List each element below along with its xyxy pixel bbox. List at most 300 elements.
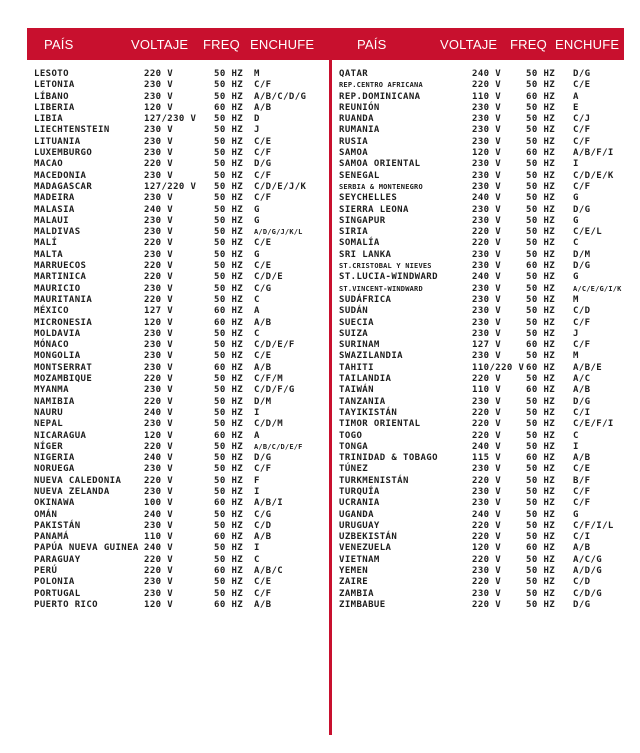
country-cell: SUDÁFRICA xyxy=(339,294,392,305)
country-cell: MADEIRA xyxy=(34,193,75,204)
country-cell: MOLDAVIA xyxy=(34,328,81,339)
plug-cell: C/G xyxy=(254,509,272,520)
frequency-cell: 50 HZ xyxy=(214,520,244,531)
plug-cell: A/B/C/D/G xyxy=(254,91,307,102)
country-cell: MARTINICA xyxy=(34,272,87,283)
voltage-cell: 230 V xyxy=(472,464,502,475)
frequency-cell: 50 HZ xyxy=(214,407,244,418)
voltage-cell: 220 V xyxy=(472,430,502,441)
header-freq-right: FREQ xyxy=(510,37,547,52)
plug-cell: G xyxy=(573,215,579,226)
voltage-cell: 230 V xyxy=(472,170,502,181)
table-row xyxy=(34,453,324,464)
country-cell: REUNIÓN xyxy=(339,102,380,113)
voltage-cell: 240 V xyxy=(472,193,502,204)
voltage-cell: 220 V xyxy=(144,159,174,170)
country-cell: URUGUAY xyxy=(339,520,380,531)
voltage-cell: 230 V xyxy=(472,566,502,577)
country-cell: ZIMBABUE xyxy=(339,599,386,610)
table-row xyxy=(339,374,624,385)
voltage-cell: 220 V xyxy=(472,520,502,531)
header-voltage-right: VOLTAJE xyxy=(440,37,498,52)
plug-cell: A/C xyxy=(573,374,591,385)
table-row xyxy=(34,148,324,159)
plug-cell: I xyxy=(254,486,260,497)
plug-cell: C/I xyxy=(573,532,591,543)
frequency-cell: 50 HZ xyxy=(214,328,244,339)
country-cell: LITUANIA xyxy=(34,136,81,147)
frequency-cell: 50 HZ xyxy=(526,351,556,362)
voltage-cell: 240 V xyxy=(144,543,174,554)
plug-cell: A/B/F/I xyxy=(573,148,614,159)
voltage-cell: 230 V xyxy=(144,588,174,599)
table-row xyxy=(34,205,324,216)
frequency-cell: 60 HZ xyxy=(214,362,244,373)
header-freq-left: FREQ xyxy=(203,37,240,52)
plug-cell: A/B/E xyxy=(573,362,603,373)
country-cell: MACAO xyxy=(34,159,64,170)
frequency-cell: 50 HZ xyxy=(214,453,244,464)
country-cell: SUDÁN xyxy=(339,306,369,317)
frequency-cell: 50 HZ xyxy=(214,441,244,452)
header-country-left: PAÍS xyxy=(44,37,74,52)
plug-cell: I xyxy=(254,543,260,554)
voltage-cell: 230 V xyxy=(144,125,174,136)
plug-cell: A/B/C xyxy=(254,566,284,577)
table-row xyxy=(339,397,624,408)
table-row xyxy=(339,408,624,419)
plug-cell: A/B xyxy=(573,543,591,554)
frequency-cell: 50 HZ xyxy=(214,261,244,272)
country-cell: MALASIA xyxy=(34,204,75,215)
frequency-cell: 50 HZ xyxy=(214,419,244,430)
voltage-cell: 230 V xyxy=(472,114,502,125)
country-cell: SUIZA xyxy=(339,328,369,339)
plug-cell: C/E xyxy=(254,238,272,249)
table-row xyxy=(339,532,624,543)
voltage-cell: 240 V xyxy=(144,407,174,418)
table-row xyxy=(34,408,324,419)
plug-cell: C/E xyxy=(254,351,272,362)
voltage-cell: 120 V xyxy=(144,430,174,441)
plug-cell: D/G xyxy=(254,159,272,170)
plug-cell: D xyxy=(254,114,260,125)
table-row xyxy=(34,385,324,396)
frequency-cell: 50 HZ xyxy=(526,509,556,520)
plug-cell: D/M xyxy=(254,396,272,407)
voltage-cell: 220 V xyxy=(472,577,502,588)
country-cell: LÍBANO xyxy=(34,91,69,102)
country-cell: ZAIRE xyxy=(339,577,369,588)
frequency-cell: 50 HZ xyxy=(214,396,244,407)
plug-cell: C/E/F/I xyxy=(573,419,614,430)
country-cell: MACEDONIA xyxy=(34,170,87,181)
voltage-cell: 230 V xyxy=(472,249,502,260)
voltage-cell: 230 V xyxy=(144,283,174,294)
plug-cell: C/F/M xyxy=(254,374,284,385)
frequency-cell: 50 HZ xyxy=(526,249,556,260)
table-row xyxy=(34,543,324,554)
plug-cell: A/C/E/G/I/K xyxy=(573,284,622,293)
frequency-cell: 60 HZ xyxy=(214,317,244,328)
country-cell: ZAMBIA xyxy=(339,588,374,599)
table-row xyxy=(34,340,324,351)
voltage-cell: 230 V xyxy=(144,215,174,226)
country-cell: SENEGAL xyxy=(339,170,380,181)
country-cell: SUECIA xyxy=(339,317,374,328)
voltage-cell: 230 V xyxy=(144,91,174,102)
voltage-cell: 230 V xyxy=(144,328,174,339)
voltage-cell: 230 V xyxy=(144,170,174,181)
country-cell: MYANMA xyxy=(34,385,69,396)
voltage-cell: 230 V xyxy=(472,102,502,113)
plug-cell: C/F xyxy=(254,464,272,475)
frequency-cell: 50 HZ xyxy=(526,272,556,283)
voltage-cell: 230 V xyxy=(472,261,502,272)
table-row xyxy=(34,171,324,182)
header-plug-left: ENCHUFE xyxy=(250,37,315,52)
country-cell: UZBEKISTÁN xyxy=(339,532,398,543)
frequency-cell: 50 HZ xyxy=(214,91,244,102)
table-row xyxy=(34,137,324,148)
table-row xyxy=(34,329,324,340)
table-row xyxy=(34,397,324,408)
frequency-cell: 50 HZ xyxy=(526,498,556,509)
table-row xyxy=(34,532,324,543)
country-cell: NUEVA ZELANDA xyxy=(34,486,110,497)
plug-cell: C xyxy=(254,294,260,305)
country-cell: NIGERIA xyxy=(34,453,75,464)
country-cell: YEMEN xyxy=(339,566,369,577)
voltage-cell: 220 V xyxy=(472,475,502,486)
plug-cell: C/F xyxy=(254,148,272,159)
voltage-cell: 220 V xyxy=(472,80,502,91)
voltage-cell: 230 V xyxy=(144,249,174,260)
table-row xyxy=(339,543,624,554)
table-row xyxy=(34,442,324,453)
voltage-cell: 230 V xyxy=(144,193,174,204)
header-country-right: PAÍS xyxy=(357,37,387,52)
voltage-cell: 230 V xyxy=(144,148,174,159)
plug-cell: C/E xyxy=(254,577,272,588)
frequency-cell: 60 HZ xyxy=(214,306,244,317)
frequency-cell: 50 HZ xyxy=(526,193,556,204)
frequency-cell: 50 HZ xyxy=(526,396,556,407)
frequency-cell: 50 HZ xyxy=(526,69,556,79)
table-row xyxy=(339,464,624,475)
country-cell: SAMOA xyxy=(339,148,369,159)
frequency-cell: 50 HZ xyxy=(526,136,556,147)
frequency-cell: 50 HZ xyxy=(526,532,556,543)
plug-cell: C/D xyxy=(573,306,591,317)
country-cell: MAURITANIA xyxy=(34,294,93,305)
table-row xyxy=(339,92,624,103)
country-cell: SERBIA & MONTENEGRO xyxy=(339,182,423,191)
voltage-cell: 230 V xyxy=(144,340,174,351)
frequency-cell: 50 HZ xyxy=(214,215,244,226)
voltage-cell: 230 V xyxy=(472,159,502,170)
plug-cell: J xyxy=(254,125,260,136)
frequency-cell: 50 HZ xyxy=(526,159,556,170)
country-cell: RUANDA xyxy=(339,114,374,125)
table-row xyxy=(339,363,624,374)
plug-cell: C/D xyxy=(254,520,272,531)
frequency-cell: 60 HZ xyxy=(214,532,244,543)
plug-cell: C/D/G xyxy=(573,588,603,599)
plug-cell: C/D/E/J/K xyxy=(254,181,307,192)
frequency-cell: 50 HZ xyxy=(526,328,556,339)
plug-cell: A xyxy=(573,91,579,102)
plug-cell: A xyxy=(254,430,260,441)
country-cell: TÚNEZ xyxy=(339,464,369,475)
table-row xyxy=(34,431,324,442)
table-row xyxy=(34,227,324,238)
plug-cell: G xyxy=(573,509,579,520)
country-cell: MOZAMBIQUE xyxy=(34,374,93,385)
table-header xyxy=(27,28,624,60)
frequency-cell: 50 HZ xyxy=(214,148,244,159)
country-cell: MICRONESIA xyxy=(34,317,93,328)
header-plug-right: ENCHUFE xyxy=(555,37,620,52)
plug-cell: C/F xyxy=(254,80,272,91)
plug-cell: D/G xyxy=(254,453,272,464)
country-cell: MONGOLIA xyxy=(34,351,81,362)
country-cell: SAMOA ORIENTAL xyxy=(339,159,421,170)
voltage-cell: 220 V xyxy=(472,227,502,238)
country-cell: OKINAWA xyxy=(34,498,75,509)
frequency-cell: 50 HZ xyxy=(214,374,244,385)
country-cell: SEYCHELLES xyxy=(339,193,398,204)
voltage-cell: 120 V xyxy=(472,148,502,159)
plug-cell: C xyxy=(573,430,579,441)
plug-cell: A/B/C/D/E/F xyxy=(254,442,303,451)
plug-cell: C/F xyxy=(573,317,591,328)
voltage-cell: 230 V xyxy=(472,306,502,317)
table-row xyxy=(34,216,324,227)
frequency-cell: 50 HZ xyxy=(526,566,556,577)
table-row xyxy=(34,92,324,103)
table-row xyxy=(34,487,324,498)
frequency-cell: 50 HZ xyxy=(526,520,556,531)
frequency-cell: 50 HZ xyxy=(214,577,244,588)
frequency-cell: 50 HZ xyxy=(214,136,244,147)
voltage-cell: 230 V xyxy=(472,204,502,215)
country-cell: SIERRA LEONA xyxy=(339,204,409,215)
plug-cell: C/F xyxy=(573,498,591,509)
frequency-cell: 50 HZ xyxy=(214,272,244,283)
country-cell: SINGAPUR xyxy=(339,215,386,226)
voltage-cell: 110/220 V xyxy=(472,362,525,373)
frequency-cell: 50 HZ xyxy=(214,464,244,475)
table-row xyxy=(339,295,624,306)
plug-cell: C/D xyxy=(573,577,591,588)
table-row xyxy=(34,193,324,204)
table-row xyxy=(339,125,624,136)
country-cell: PERÚ xyxy=(34,566,58,577)
country-cell: LETONIA xyxy=(34,80,75,91)
plug-cell: C/F xyxy=(254,588,272,599)
voltage-cell: 220 V xyxy=(144,272,174,283)
left-country-list xyxy=(34,69,324,611)
country-cell: SWAZILANDIA xyxy=(339,351,404,362)
table-row xyxy=(339,577,624,588)
table-row xyxy=(339,182,624,193)
plug-cell: B/F xyxy=(573,475,591,486)
table-row xyxy=(339,442,624,453)
frequency-cell: 50 HZ xyxy=(526,430,556,441)
voltage-cell: 220 V xyxy=(472,238,502,249)
country-cell: REP.CENTRO AFRICANA xyxy=(339,81,423,90)
country-cell: SIRIA xyxy=(339,227,369,238)
frequency-cell: 50 HZ xyxy=(214,249,244,260)
country-cell: OMÁN xyxy=(34,509,58,520)
table-row xyxy=(339,487,624,498)
frequency-cell: 50 HZ xyxy=(214,543,244,554)
voltage-cell: 240 V xyxy=(472,272,502,283)
voltage-cell: 230 V xyxy=(144,464,174,475)
frequency-cell: 50 HZ xyxy=(526,181,556,192)
table-row xyxy=(339,600,624,611)
country-cell: TAIWÁN xyxy=(339,385,374,396)
table-row xyxy=(34,566,324,577)
frequency-cell: 50 HZ xyxy=(214,588,244,599)
frequency-cell: 50 HZ xyxy=(526,317,556,328)
plug-cell: A/D/G xyxy=(573,566,603,577)
voltage-cell: 127/220 V xyxy=(144,181,197,192)
country-cell: UGANDA xyxy=(339,509,374,520)
frequency-cell: 60 HZ xyxy=(214,102,244,113)
plug-cell: C/F xyxy=(573,340,591,351)
voltage-cell: 230 V xyxy=(144,385,174,396)
voltage-cell: 220 V xyxy=(472,407,502,418)
country-cell: ST.VINCENT-WINDWARD xyxy=(339,284,423,293)
table-row xyxy=(34,125,324,136)
country-cell: TAYIKISTÁN xyxy=(339,407,398,418)
plug-cell: A/B xyxy=(254,362,272,373)
voltage-cell: 230 V xyxy=(472,588,502,599)
country-cell: MALDIVAS xyxy=(34,227,81,238)
voltage-cell: 220 V xyxy=(144,441,174,452)
plug-cell: C/F xyxy=(254,170,272,181)
frequency-cell: 60 HZ xyxy=(526,148,556,159)
voltage-cell: 230 V xyxy=(472,317,502,328)
voltage-cell: 240 V xyxy=(144,509,174,520)
column-divider xyxy=(329,60,332,735)
frequency-cell: 50 HZ xyxy=(526,577,556,588)
table-row xyxy=(339,250,624,261)
plug-cell: D/G xyxy=(573,396,591,407)
frequency-cell: 50 HZ xyxy=(214,385,244,396)
table-row xyxy=(339,476,624,487)
plug-cell: C/F xyxy=(573,486,591,497)
frequency-cell: 50 HZ xyxy=(214,227,244,238)
voltage-cell: 100 V xyxy=(144,498,174,509)
voltage-cell: 127 V xyxy=(472,340,502,351)
plug-cell: C/J xyxy=(573,114,591,125)
country-cell: MÓNACO xyxy=(34,340,69,351)
table-row xyxy=(339,351,624,362)
voltage-cell: 220 V xyxy=(144,554,174,565)
country-cell: LIBERIA xyxy=(34,102,75,113)
country-cell: TAHITI xyxy=(339,362,374,373)
plug-cell: C xyxy=(254,328,260,339)
voltage-cell: 230 V xyxy=(144,362,174,373)
country-cell: TOGO xyxy=(339,430,363,441)
plug-cell: C/I xyxy=(573,407,591,418)
country-cell: NAURU xyxy=(34,407,64,418)
country-cell: TRINIDAD & TOBAGO xyxy=(339,453,438,464)
frequency-cell: 50 HZ xyxy=(526,475,556,486)
country-cell: VENEZUELA xyxy=(339,543,392,554)
voltage-cell: 230 V xyxy=(472,136,502,147)
voltage-cell: 220 V xyxy=(144,261,174,272)
frequency-cell: 50 HZ xyxy=(214,475,244,486)
voltage-cell: 220 V xyxy=(472,374,502,385)
frequency-cell: 60 HZ xyxy=(214,498,244,509)
plug-cell: A/B xyxy=(254,317,272,328)
plug-cell: A/B/I xyxy=(254,498,284,509)
table-row xyxy=(34,555,324,566)
frequency-cell: 50 HZ xyxy=(526,407,556,418)
plug-cell: C/D/E/F xyxy=(254,340,295,351)
table-row xyxy=(34,419,324,430)
plug-cell: M xyxy=(254,69,260,79)
frequency-cell: 50 HZ xyxy=(526,554,556,565)
table-row xyxy=(34,306,324,317)
frequency-cell: 50 HZ xyxy=(526,599,556,610)
country-cell: LIBIA xyxy=(34,114,64,125)
voltage-cell: 220 V xyxy=(472,599,502,610)
plug-cell: C/E xyxy=(254,261,272,272)
voltage-cell: 115 V xyxy=(472,453,502,464)
voltage-cell: 120 V xyxy=(144,599,174,610)
country-cell: NAMIBIA xyxy=(34,396,75,407)
plug-cell: C/D/F/G xyxy=(254,385,295,396)
frequency-cell: 50 HZ xyxy=(214,181,244,192)
country-cell: MARRUECOS xyxy=(34,261,87,272)
plug-cell: C/D/E xyxy=(254,272,284,283)
table-row xyxy=(339,227,624,238)
frequency-cell: 60 HZ xyxy=(214,430,244,441)
voltage-cell: 220 V xyxy=(144,238,174,249)
table-row xyxy=(339,69,624,80)
frequency-cell: 60 HZ xyxy=(526,543,556,554)
table-row xyxy=(34,295,324,306)
table-row xyxy=(339,261,624,272)
frequency-cell: 50 HZ xyxy=(526,102,556,113)
frequency-cell: 50 HZ xyxy=(526,306,556,317)
country-cell: MAURICIO xyxy=(34,283,81,294)
country-cell: MALTA xyxy=(34,249,64,260)
voltage-cell: 230 V xyxy=(472,328,502,339)
frequency-cell: 60 HZ xyxy=(214,599,244,610)
country-cell: LUXEMBURGO xyxy=(34,148,93,159)
country-cell: MALÍ xyxy=(34,238,58,249)
table-row xyxy=(34,600,324,611)
country-cell: QATAR xyxy=(339,69,369,79)
voltage-cell: 230 V xyxy=(472,396,502,407)
table-row xyxy=(339,306,624,317)
country-cell: MADAGASCAR xyxy=(34,181,93,192)
table-row xyxy=(339,419,624,430)
plug-cell: E xyxy=(573,102,579,113)
plug-cell: C/E xyxy=(573,464,591,475)
plug-cell: I xyxy=(573,159,579,170)
country-cell: PARAGUAY xyxy=(34,554,81,565)
table-row xyxy=(339,566,624,577)
voltage-cell: 240 V xyxy=(144,453,174,464)
right-country-list xyxy=(339,69,624,611)
